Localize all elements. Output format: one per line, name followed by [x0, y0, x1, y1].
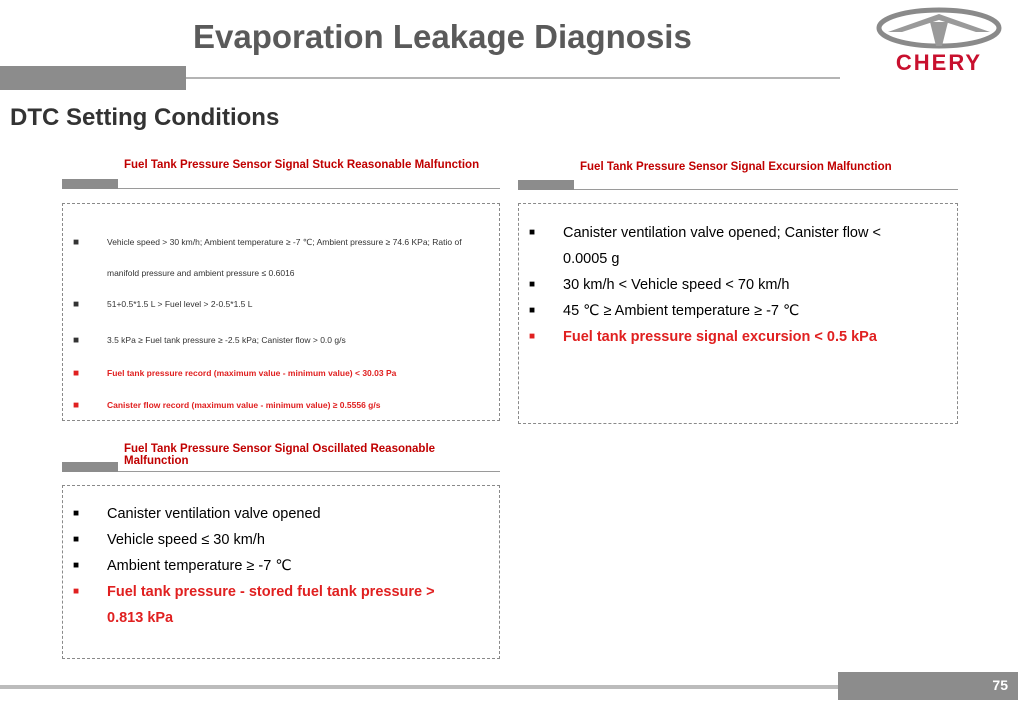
list-item: ■ 3.5 kPa ≥ Fuel tank pressure ≥ -2.5 kPa; Canister flow > 0.0 g/s	[73, 335, 346, 346]
list-item: manifold pressure and ambient pressure ≤ 0.6016	[107, 268, 295, 278]
title-accent-bar	[0, 66, 186, 90]
bullet-icon: ■	[73, 299, 80, 310]
oscillated-title-line	[118, 471, 500, 472]
bullet-icon: ■	[73, 508, 80, 519]
bullet-icon: ■	[73, 335, 80, 346]
bullet-icon: ■	[73, 400, 80, 411]
list-item: ■ Fuel tank pressure record (maximum value - minimum value) < 30.03 Pa	[73, 368, 397, 379]
stuck-title-line	[118, 188, 500, 189]
stuck-title-bar	[62, 179, 118, 189]
list-item: ■ 51+0.5*1.5 L > Fuel level > 2-0.5*1.5 L	[73, 299, 253, 310]
oscillated-conditions-box	[62, 485, 500, 659]
bullet-icon: ■	[529, 227, 536, 238]
list-item: ■ Canister ventilation valve opened; Canister flow < 0.0005 g	[519, 220, 919, 272]
list-item: ■ 30 km/h < Vehicle speed < 70 km/h	[519, 272, 919, 298]
bullet-icon: ■	[73, 586, 80, 597]
bullet-icon: ■	[529, 279, 536, 290]
list-item: ■ Canister ventilation valve opened	[63, 501, 483, 527]
list-item: ■ Fuel tank pressure signal excursion < 0.5 kPa	[519, 324, 919, 350]
bullet-icon: ■	[73, 237, 80, 248]
page-title: Evaporation Leakage Diagnosis	[193, 18, 692, 55]
page-number: 75	[992, 677, 1008, 693]
bullet-icon: ■	[73, 534, 80, 545]
excursion-title-bar	[518, 180, 574, 190]
oscillated-section-title: Fuel Tank Pressure Sensor Signal Oscillated Reasonable Malfunction	[124, 443, 436, 467]
chery-logo	[868, 6, 1010, 74]
bullet-icon: ■	[73, 560, 80, 571]
list-item: ■ Canister flow record (maximum value - minimum value) ≥ 0.5556 g/s	[73, 400, 381, 411]
footer-divider	[0, 685, 838, 689]
bullet-icon: ■	[73, 368, 80, 379]
list-item: ■ Vehicle speed > 30 km/h; Ambient temperature ≥ -7 ℃; Ambient pressure ≥ 74.6 KPa; Ratio of	[73, 237, 462, 248]
excursion-section-title: Fuel Tank Pressure Sensor Signal Excursion Malfunction	[580, 161, 892, 173]
oscillated-title-bar	[62, 462, 118, 472]
title-divider	[186, 77, 840, 79]
stuck-section-title: Fuel Tank Pressure Sensor Signal Stuck Reasonable Malfunction	[124, 159, 480, 171]
chery-emblem-icon	[868, 6, 1010, 74]
logo-text: CHERY	[895, 50, 983, 74]
section-subtitle: DTC Setting Conditions	[10, 104, 280, 131]
bullet-icon: ■	[529, 305, 536, 316]
list-item: ■ Ambient temperature ≥ -7 ℃	[63, 553, 483, 579]
footer-page-box	[838, 672, 1018, 700]
excursion-conditions-box	[518, 203, 958, 424]
excursion-title-line	[574, 189, 958, 190]
stuck-conditions-box	[62, 203, 500, 421]
list-item: ■ 45 ℃ ≥ Ambient temperature ≥ -7 ℃	[519, 298, 919, 324]
list-item: ■ Fuel tank pressure - stored fuel tank pressure > 0.813 kPa	[63, 579, 437, 631]
bullet-icon: ■	[529, 331, 536, 342]
list-item: ■ Vehicle speed ≤ 30 km/h	[63, 527, 483, 553]
